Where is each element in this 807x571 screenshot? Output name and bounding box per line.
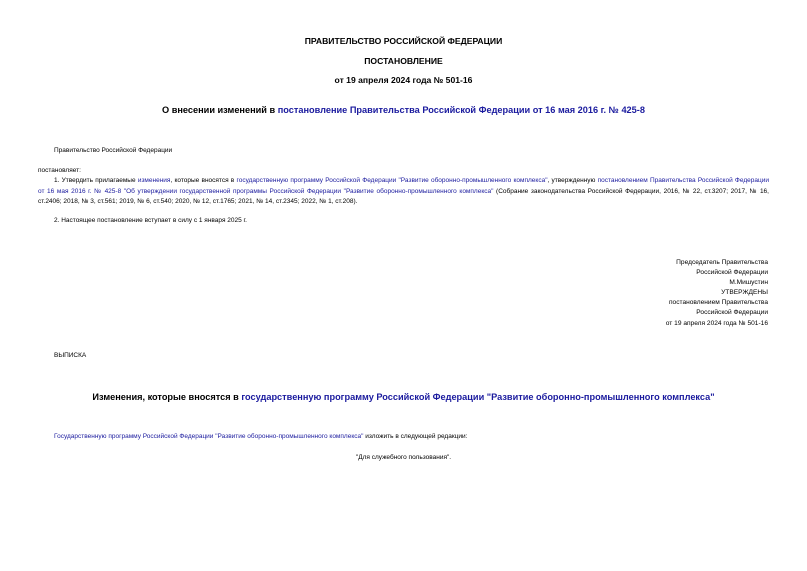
signature-line: УТВЕРЖДЕНЫ [721, 289, 768, 297]
item-2: 2. Настоящее постановление вступает в силу с 1 января 2025 г. [54, 217, 247, 224]
program-link[interactable]: Государственную программу Российской Федерации "Развитие оборонно-промышленного комплекса" [54, 433, 364, 440]
subject-prefix: О внесении изменений в [162, 105, 278, 115]
program-link[interactable]: государственную программу Российской Федерации "Развитие оборонно-промышленного комплекса" [236, 177, 548, 184]
changes-paragraph-text: изложить в следующей редакции: [363, 433, 468, 440]
decides-label: постановляет: [38, 167, 81, 174]
changes-heading-prefix: Изменения, которые вносятся в [92, 392, 242, 402]
item-1-text-d: (Собрание законодательства Российской Федерации, 2016, № 22, ст.3207; 2017, № 16, ст.2406; 2018, № 3, ст.561; 2019, № 6, ст.540; 2020, № 12, ст.1765; 2021, № 14, ст.2345; 2022, № 1, ст.208). [38, 187, 769, 205]
item-1-text-b: , которые вносятся в [170, 177, 237, 184]
changes-heading-link[interactable]: государственную программу Российской Федерации "Развитие оборонно-промышленного комплекса" [241, 392, 715, 402]
item-1-text-c: , утвержденную [547, 177, 598, 184]
signature-line: постановлением Правительства [668, 299, 768, 307]
document-type: ПОСТАНОВЛЕНИЕ [364, 56, 443, 66]
signature-line: М.Мишустин [729, 279, 768, 287]
signature-line: от 19 апреля 2024 года № 501-16 [665, 319, 768, 327]
document-subject [0, 105, 807, 116]
restricted-note: "Для служебного пользования". [355, 454, 452, 461]
signature-block [666, 258, 768, 329]
changes-link[interactable]: изменения [137, 177, 171, 184]
signature-line: Российской Федерации [696, 269, 768, 277]
item-1 [38, 176, 769, 208]
signature-line: Председатель Правительства [676, 259, 768, 266]
changes-paragraph [54, 432, 467, 443]
extract-label: ВЫПИСКА [54, 352, 87, 359]
signature-line: Российской Федерации [696, 309, 768, 317]
subject-link[interactable]: постановление Правительства Российской Федерации от 16 мая 2016 г. № 425-8 [277, 105, 645, 115]
government-heading: ПРАВИТЕЛЬСТВО РОССИЙСКОЙ ФЕДЕРАЦИИ [304, 36, 503, 46]
item-1-text-a: 1. Утвердить прилагаемые [54, 177, 138, 184]
resolution-link[interactable]: постановлением Правительства Российской Федерации от 16 мая 2016 г. № 425-8 "Об утверждении государственной программы Российской Федерации "Развитие оборонно-промышленного комплекса" [38, 177, 769, 195]
issuer: Правительство Российской Федерации [54, 147, 173, 154]
document-date: от 19 апреля 2024 года № 501-16 [334, 75, 473, 85]
changes-heading [0, 392, 807, 403]
